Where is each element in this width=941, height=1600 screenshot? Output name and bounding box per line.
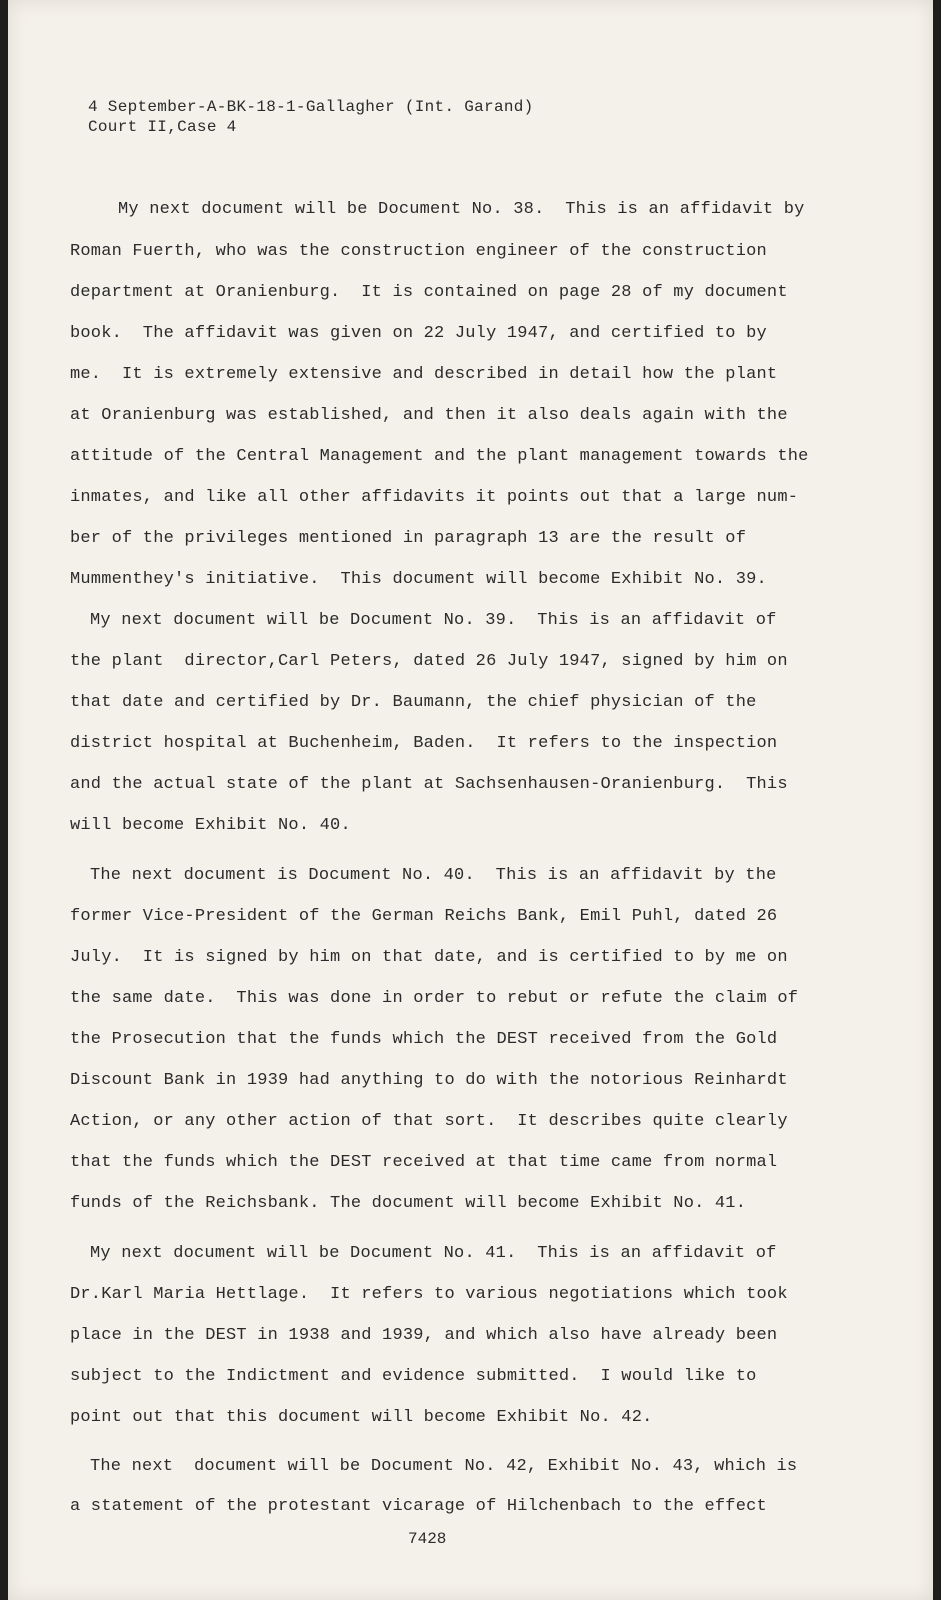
body-line: subject to the Indictment and evidence submitted. I would like to [70,1367,757,1386]
body-line: will become Exhibit No. 40. [70,816,351,835]
body-line: Dr.Karl Maria Hettlage. It refers to various negotiations which took [70,1285,788,1304]
body-line: place in the DEST in 1938 and 1939, and which also have already been [70,1326,778,1345]
body-line: the same date. This was done in order to rebut or refute the claim of [70,989,799,1008]
body-line: The next document will be Document No. 42, Exhibit No. 43, which is [90,1457,798,1476]
body-line: former Vice-President of the German Reichs Bank, Emil Puhl, dated 26 [70,907,778,926]
body-line: me. It is extremely extensive and described in detail how the plant [70,365,778,384]
body-line: point out that this document will become Exhibit No. 42. [70,1408,653,1427]
page-number: 7428 [408,1530,447,1548]
body-line: The next document is Document No. 40. This is an affidavit by the [90,866,777,885]
body-line: book. The affidavit was given on 22 July 1947, and certified to by [70,324,767,343]
body-line: ber of the privileges mentioned in paragraph 13 are the result of [70,529,747,548]
body-line: and the actual state of the plant at Sachsenhausen-Oranienburg. This [70,775,788,794]
body-line: Discount Bank in 1939 had anything to do with the notorious Reinhardt [70,1071,788,1090]
body-line: district hospital at Buchenheim, Baden. It refers to the inspection [70,734,778,753]
body-line: that date and certified by Dr. Baumann, the chief physician of the [70,693,757,712]
body-line: at Oranienburg was established, and then it also deals again with the [70,406,788,425]
body-line: My next document will be Document No. 38. This is an affidavit by [118,200,805,219]
body-line: Roman Fuerth, who was the construction engineer of the construction [70,242,767,261]
body-line: the plant director,Carl Peters, dated 26 July 1947, signed by him on [70,652,788,671]
body-line: that the funds which the DEST received at that time came from normal [70,1153,778,1172]
body-line: attitude of the Central Management and the plant management towards the [70,447,809,466]
body-line: inmates, and like all other affidavits it points out that a large num- [70,488,799,507]
header-line-2: Court II,Case 4 [88,118,237,136]
body-line: July. It is signed by him on that date, and is certified to by me on [70,948,788,967]
header-line-1: 4 September-A-BK-18-1-Gallagher (Int. Garand) [88,98,534,116]
body-line: funds of the Reichsbank. The document will become Exhibit No. 41. [70,1194,747,1213]
body-line: a statement of the protestant vicarage of Hilchenbach to the effect [70,1497,767,1516]
body-line: the Prosecution that the funds which the DEST received from the Gold [70,1030,778,1049]
document-page [8,0,933,1600]
body-line: My next document will be Document No. 41. This is an affidavit of [90,1244,777,1263]
body-line: My next document will be Document No. 39. This is an affidavit of [90,611,777,630]
body-line: department at Oranienburg. It is contained on page 28 of my document [70,283,788,302]
body-line: Mummenthey's initiative. This document will become Exhibit No. 39. [70,570,767,589]
body-line: Action, or any other action of that sort. It describes quite clearly [70,1112,788,1131]
